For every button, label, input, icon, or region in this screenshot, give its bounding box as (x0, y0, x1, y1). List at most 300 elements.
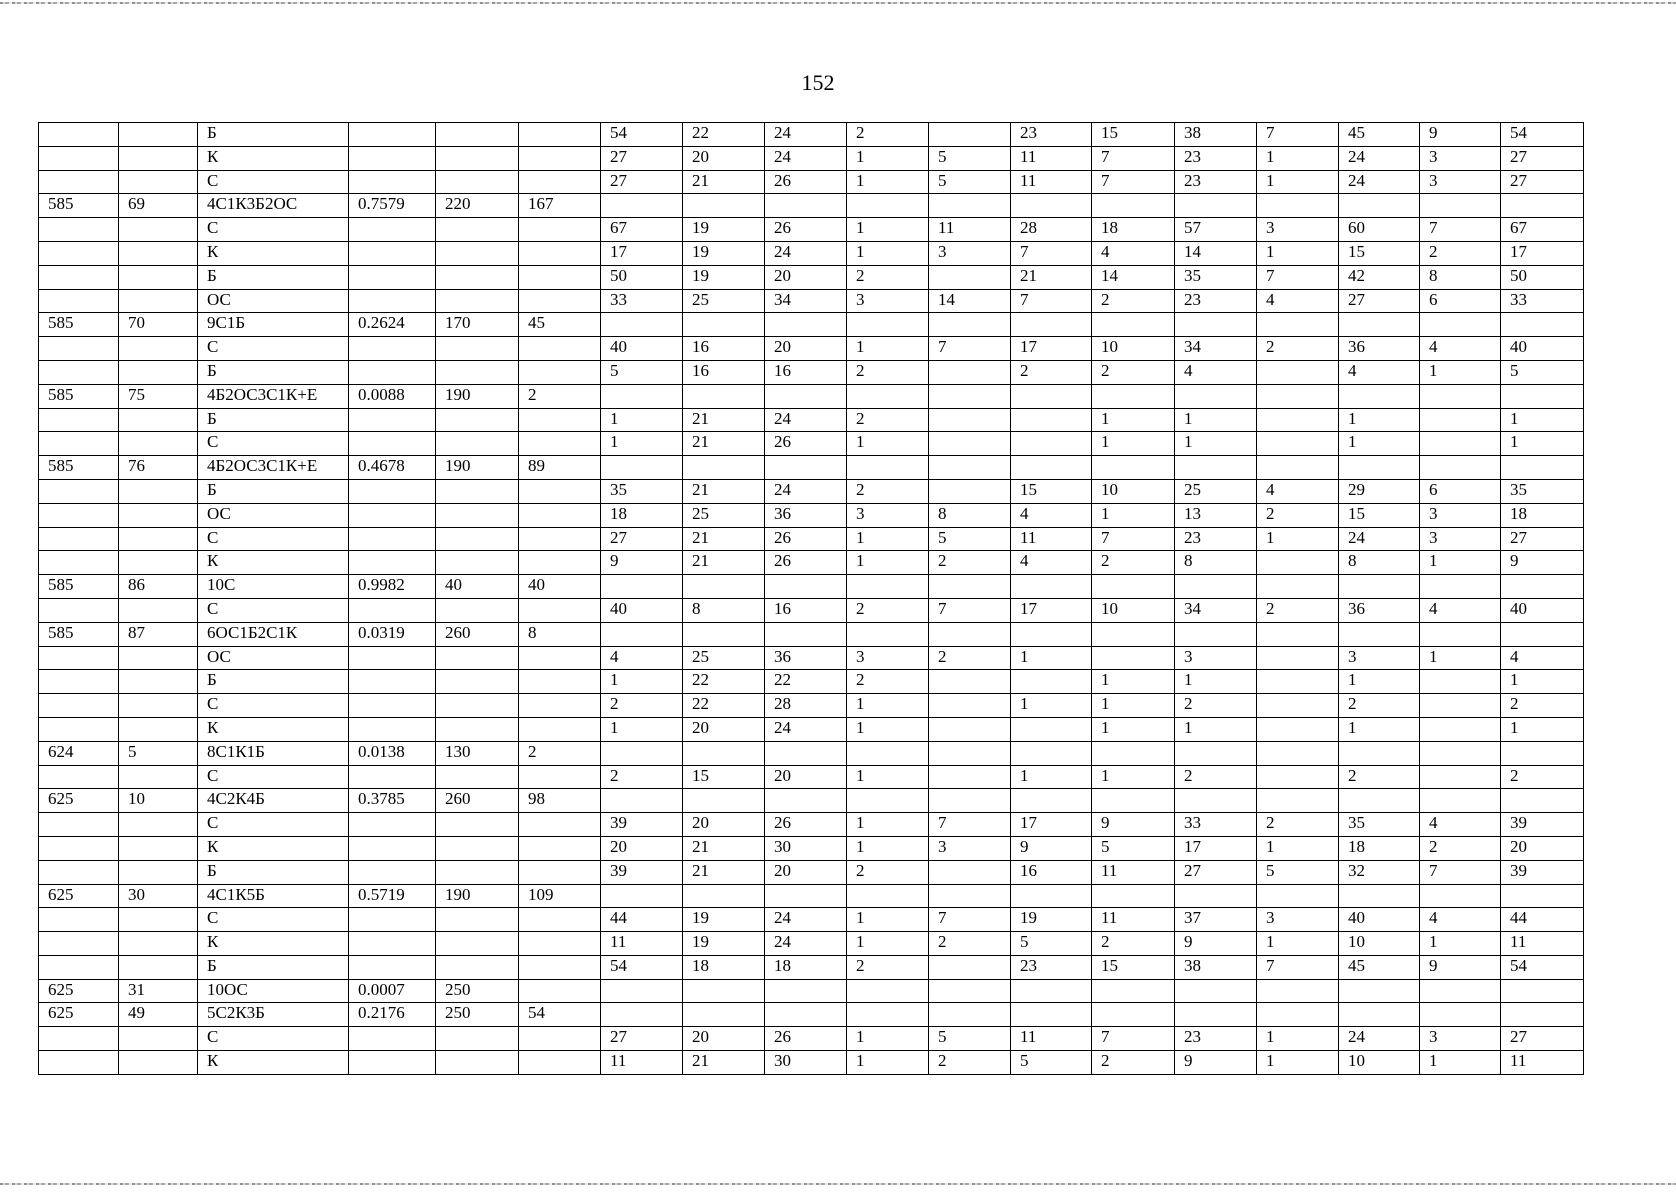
table-cell: 27 (1175, 860, 1257, 884)
table-cell (1092, 456, 1175, 480)
table-cell (349, 598, 436, 622)
table-cell (436, 170, 519, 194)
table-cell: 30 (119, 884, 198, 908)
table-cell (349, 123, 436, 147)
table-cell (119, 218, 198, 242)
table-cell (119, 146, 198, 170)
table-cell (1339, 622, 1420, 646)
table-cell (39, 123, 119, 147)
table-cell: 6 (1420, 479, 1501, 503)
table-cell: 6ОС1Б2С1К (198, 622, 349, 646)
table-cell: С (198, 813, 349, 837)
table-cell: 24 (1339, 527, 1420, 551)
table-cell (436, 932, 519, 956)
table-cell (1501, 456, 1584, 480)
table-cell (929, 884, 1011, 908)
table-cell: 1 (1257, 146, 1339, 170)
table-cell (683, 456, 765, 480)
table-cell: 40 (1501, 337, 1584, 361)
table-row (39, 575, 1584, 599)
table-cell (349, 908, 436, 932)
table-cell (765, 789, 847, 813)
table-cell: 16 (683, 337, 765, 361)
table-cell (1257, 717, 1339, 741)
table-cell: Б (198, 479, 349, 503)
table-cell (119, 503, 198, 527)
table-cell: 1 (847, 908, 929, 932)
table-cell: 21 (683, 836, 765, 860)
table-cell: 2 (1092, 360, 1175, 384)
table-cell (119, 551, 198, 575)
table-cell (1257, 408, 1339, 432)
table-cell: 17 (1501, 241, 1584, 265)
table-cell: 10 (1339, 1051, 1420, 1075)
table-cell (601, 979, 683, 1003)
table-cell (683, 741, 765, 765)
table-cell (119, 646, 198, 670)
table-cell: 1 (1257, 241, 1339, 265)
table-cell: 1 (847, 836, 929, 860)
table-cell: 2 (847, 955, 929, 979)
table-cell: 9 (601, 551, 683, 575)
table-cell: 33 (1501, 289, 1584, 313)
table-cell: 27 (1501, 146, 1584, 170)
table-cell: 2 (847, 479, 929, 503)
table-cell (1339, 194, 1420, 218)
table-cell (349, 360, 436, 384)
table-cell: 40 (601, 598, 683, 622)
table-cell: К (198, 717, 349, 741)
table-cell (1011, 408, 1092, 432)
table-cell: 5 (601, 360, 683, 384)
table-cell: 11 (601, 932, 683, 956)
table-cell (1092, 1003, 1175, 1027)
table-cell: 39 (601, 813, 683, 837)
table-cell: 1 (1257, 170, 1339, 194)
table-cell: 67 (1501, 218, 1584, 242)
table-cell: 2 (847, 408, 929, 432)
table-cell: 4 (1175, 360, 1257, 384)
table-cell (1420, 884, 1501, 908)
table-cell: 42 (1339, 265, 1420, 289)
table-cell: 1 (1339, 717, 1420, 741)
table-cell (39, 146, 119, 170)
table-cell (39, 836, 119, 860)
table-cell: 15 (1092, 123, 1175, 147)
table-row (39, 337, 1584, 361)
table-cell (601, 1003, 683, 1027)
table-cell (436, 551, 519, 575)
table-cell (1011, 741, 1092, 765)
table-cell: Б (198, 955, 349, 979)
table-cell: 38 (1175, 123, 1257, 147)
table-cell (1257, 765, 1339, 789)
table-cell: 45 (519, 313, 601, 337)
table-cell: 11 (1011, 170, 1092, 194)
table-cell: 9 (1420, 123, 1501, 147)
table-cell: 0.5719 (349, 884, 436, 908)
table-cell: 50 (601, 265, 683, 289)
table-cell: 1 (1257, 1027, 1339, 1051)
table-cell: 4 (1420, 598, 1501, 622)
table-cell (119, 908, 198, 932)
table-cell: 1 (1257, 1051, 1339, 1075)
table-cell (1257, 1003, 1339, 1027)
table-cell (1420, 741, 1501, 765)
table-cell: 4 (1501, 646, 1584, 670)
table-cell (519, 670, 601, 694)
table-cell: 1 (1257, 836, 1339, 860)
table-cell: 39 (1501, 860, 1584, 884)
table-cell: 11 (1011, 146, 1092, 170)
table-row (39, 1003, 1584, 1027)
table-cell (1175, 1003, 1257, 1027)
table-cell: 23 (1011, 955, 1092, 979)
table-cell: 9 (1011, 836, 1092, 860)
table-cell (436, 836, 519, 860)
table-cell: 2 (1175, 765, 1257, 789)
table-cell: С (198, 598, 349, 622)
table-cell: С (198, 527, 349, 551)
table-cell: 6 (1420, 289, 1501, 313)
table-cell: 7 (1257, 265, 1339, 289)
table-cell: К (198, 1051, 349, 1075)
table-cell (519, 908, 601, 932)
table-cell (349, 527, 436, 551)
table-cell: 16 (1011, 860, 1092, 884)
table-cell (1092, 194, 1175, 218)
table-cell (1257, 646, 1339, 670)
table-cell: 1 (601, 408, 683, 432)
table-cell (1257, 622, 1339, 646)
table-cell (765, 622, 847, 646)
table-cell (39, 479, 119, 503)
table-cell (119, 598, 198, 622)
table-cell (1175, 313, 1257, 337)
table-cell: 7 (1092, 170, 1175, 194)
table-cell (929, 717, 1011, 741)
table-cell: 624 (39, 741, 119, 765)
table-row (39, 503, 1584, 527)
table-cell (1420, 408, 1501, 432)
table-cell (519, 289, 601, 313)
table-cell: 2 (519, 741, 601, 765)
table-cell: 1 (1092, 432, 1175, 456)
table-row (39, 622, 1584, 646)
table-cell: 2 (1092, 551, 1175, 575)
table-cell: 9 (1175, 932, 1257, 956)
table-cell (847, 979, 929, 1003)
table-cell: 11 (1011, 1027, 1092, 1051)
table-cell: 22 (765, 670, 847, 694)
table-cell: 54 (1501, 955, 1584, 979)
table-cell (39, 646, 119, 670)
table-cell (929, 479, 1011, 503)
table-cell (349, 551, 436, 575)
table-cell (1092, 313, 1175, 337)
table-cell: 34 (1175, 598, 1257, 622)
table-cell: 19 (683, 218, 765, 242)
table-cell: 1 (847, 813, 929, 837)
table-cell: 3 (1257, 908, 1339, 932)
table-cell: 4 (1092, 241, 1175, 265)
table-cell: 13 (1175, 503, 1257, 527)
table-cell: 1 (1339, 408, 1420, 432)
table-cell (519, 408, 601, 432)
table-cell: 10ОС (198, 979, 349, 1003)
table-cell: 9С1Б (198, 313, 349, 337)
table-cell: 16 (765, 360, 847, 384)
table-cell (519, 813, 601, 837)
table-cell: 30 (765, 836, 847, 860)
table-cell (39, 527, 119, 551)
table-cell: 1 (1420, 360, 1501, 384)
table-cell: 11 (1092, 908, 1175, 932)
table-cell (847, 884, 929, 908)
table-cell (436, 289, 519, 313)
table-cell: 7 (1011, 241, 1092, 265)
table-cell: 2 (1501, 765, 1584, 789)
table-cell (1501, 1003, 1584, 1027)
table-cell (1339, 741, 1420, 765)
table-cell (601, 789, 683, 813)
table-cell (847, 1003, 929, 1027)
table-cell: 11 (929, 218, 1011, 242)
table-cell (1257, 884, 1339, 908)
table-cell: 28 (765, 694, 847, 718)
table-cell (1011, 979, 1092, 1003)
table-row (39, 955, 1584, 979)
table-cell (119, 813, 198, 837)
table-cell (1420, 575, 1501, 599)
table-cell: 5 (1501, 360, 1584, 384)
table-cell: 625 (39, 884, 119, 908)
table-cell: 3 (1420, 1027, 1501, 1051)
table-cell (929, 694, 1011, 718)
table-cell: 5 (119, 741, 198, 765)
table-cell: 35 (1175, 265, 1257, 289)
table-cell: 40 (519, 575, 601, 599)
table-cell (119, 527, 198, 551)
table-cell: 1 (847, 527, 929, 551)
table-cell: К (198, 932, 349, 956)
table-cell (601, 741, 683, 765)
table-cell (349, 932, 436, 956)
table-cell (436, 265, 519, 289)
table-cell (1175, 789, 1257, 813)
table-cell: 1 (1339, 670, 1420, 694)
table-cell (1257, 432, 1339, 456)
table-cell: 1 (1420, 551, 1501, 575)
page-number: 152 (801, 70, 835, 95)
table-cell: 67 (601, 218, 683, 242)
table-cell: 40 (436, 575, 519, 599)
table-cell (929, 408, 1011, 432)
table-cell (929, 360, 1011, 384)
table-cell: 27 (1339, 289, 1420, 313)
table-cell (519, 932, 601, 956)
table-cell: 4 (1257, 479, 1339, 503)
table-cell: 24 (1339, 1027, 1420, 1051)
table-cell: 11 (1092, 860, 1175, 884)
table-cell (119, 932, 198, 956)
table-cell: 1 (1092, 670, 1175, 694)
table-row (39, 194, 1584, 218)
table-cell (1011, 313, 1092, 337)
table-cell: 40 (1501, 598, 1584, 622)
table-cell: 45 (1339, 955, 1420, 979)
table-cell: 21 (683, 432, 765, 456)
table-cell (436, 598, 519, 622)
table-cell: 0.9982 (349, 575, 436, 599)
table-cell: 4 (1420, 813, 1501, 837)
table-cell: 19 (683, 908, 765, 932)
table-cell: 10 (119, 789, 198, 813)
table-cell (601, 194, 683, 218)
table-cell: 1 (1257, 527, 1339, 551)
table-cell: 24 (765, 408, 847, 432)
table-cell (601, 622, 683, 646)
table-cell (349, 1051, 436, 1075)
table-cell: 98 (519, 789, 601, 813)
table-cell: 1 (1092, 408, 1175, 432)
table-cell: 2 (1092, 932, 1175, 956)
table-cell: 2 (1257, 813, 1339, 837)
table-cell: 18 (601, 503, 683, 527)
table-cell: 3 (847, 289, 929, 313)
table-cell: 20 (601, 836, 683, 860)
table-cell (519, 527, 601, 551)
table-cell (39, 908, 119, 932)
table-cell: 1 (847, 1051, 929, 1075)
table-cell (349, 479, 436, 503)
table-cell (1011, 456, 1092, 480)
table-cell: 5 (929, 527, 1011, 551)
table-cell (1501, 575, 1584, 599)
table-cell: 45 (1339, 123, 1420, 147)
table-cell (1420, 789, 1501, 813)
table-cell: 11 (1501, 1051, 1584, 1075)
table-cell: 26 (765, 432, 847, 456)
table-cell: 1 (601, 432, 683, 456)
table-cell: 1 (847, 765, 929, 789)
table-cell (519, 265, 601, 289)
table-cell (1501, 741, 1584, 765)
table-cell: 39 (601, 860, 683, 884)
table-cell: 0.0007 (349, 979, 436, 1003)
table-cell: 1 (1420, 646, 1501, 670)
table-cell: 2 (1420, 241, 1501, 265)
table-row (39, 289, 1584, 313)
table-cell: 17 (1011, 337, 1092, 361)
table-cell (39, 860, 119, 884)
table-cell (119, 765, 198, 789)
table-cell: 0.0319 (349, 622, 436, 646)
table-cell: 0.3785 (349, 789, 436, 813)
table-cell (1501, 622, 1584, 646)
table-cell: 11 (1011, 527, 1092, 551)
table-cell (39, 813, 119, 837)
table-cell (1257, 456, 1339, 480)
table-cell (1175, 884, 1257, 908)
table-cell: 27 (601, 146, 683, 170)
table-cell (349, 432, 436, 456)
table-cell: 18 (1501, 503, 1584, 527)
table-cell: 36 (1339, 598, 1420, 622)
table-cell: 1 (1501, 670, 1584, 694)
table-cell (349, 1027, 436, 1051)
table-cell (119, 408, 198, 432)
table-row (39, 360, 1584, 384)
table-row (39, 741, 1584, 765)
table-cell: 0.0138 (349, 741, 436, 765)
table-cell (1420, 1003, 1501, 1027)
table-cell (1339, 884, 1420, 908)
table-cell (1420, 694, 1501, 718)
table-cell (39, 337, 119, 361)
table-cell: 625 (39, 979, 119, 1003)
table-cell: 30 (765, 1051, 847, 1075)
table-cell: Б (198, 123, 349, 147)
table-cell: 23 (1175, 146, 1257, 170)
table-cell: 2 (847, 360, 929, 384)
table-cell: 2 (1257, 503, 1339, 527)
table-cell: 1 (847, 337, 929, 361)
table-cell (1501, 384, 1584, 408)
table-cell (436, 432, 519, 456)
table-cell: 44 (601, 908, 683, 932)
table-row (39, 694, 1584, 718)
table-cell (929, 741, 1011, 765)
table-cell: 16 (683, 360, 765, 384)
table-cell: 7 (1092, 527, 1175, 551)
table-cell: 36 (765, 503, 847, 527)
table-cell (929, 955, 1011, 979)
table-cell (1175, 575, 1257, 599)
table-cell: 1 (1420, 1051, 1501, 1075)
table-cell (847, 622, 929, 646)
table-row (39, 146, 1584, 170)
table-cell (765, 194, 847, 218)
table-cell (601, 575, 683, 599)
table-cell: 50 (1501, 265, 1584, 289)
table-cell: 7 (1257, 955, 1339, 979)
table-cell (119, 694, 198, 718)
table-cell: С (198, 337, 349, 361)
table-row (39, 218, 1584, 242)
table-cell: 5С2К3Б (198, 1003, 349, 1027)
table-cell (519, 955, 601, 979)
table-cell: 1 (847, 1027, 929, 1051)
table-cell (436, 218, 519, 242)
table-cell (119, 265, 198, 289)
table-cell: 190 (436, 456, 519, 480)
table-cell: 3 (1420, 170, 1501, 194)
table-cell (349, 503, 436, 527)
table-cell (39, 1051, 119, 1075)
table-row (39, 432, 1584, 456)
table-cell: 26 (765, 1027, 847, 1051)
table-cell (519, 337, 601, 361)
table-cell: 585 (39, 194, 119, 218)
table-cell (39, 670, 119, 694)
table-cell: 585 (39, 622, 119, 646)
table-cell (349, 860, 436, 884)
table-cell: 60 (1339, 218, 1420, 242)
table-cell (1257, 575, 1339, 599)
table-cell: 10 (1339, 932, 1420, 956)
table-cell: 7 (1011, 289, 1092, 313)
